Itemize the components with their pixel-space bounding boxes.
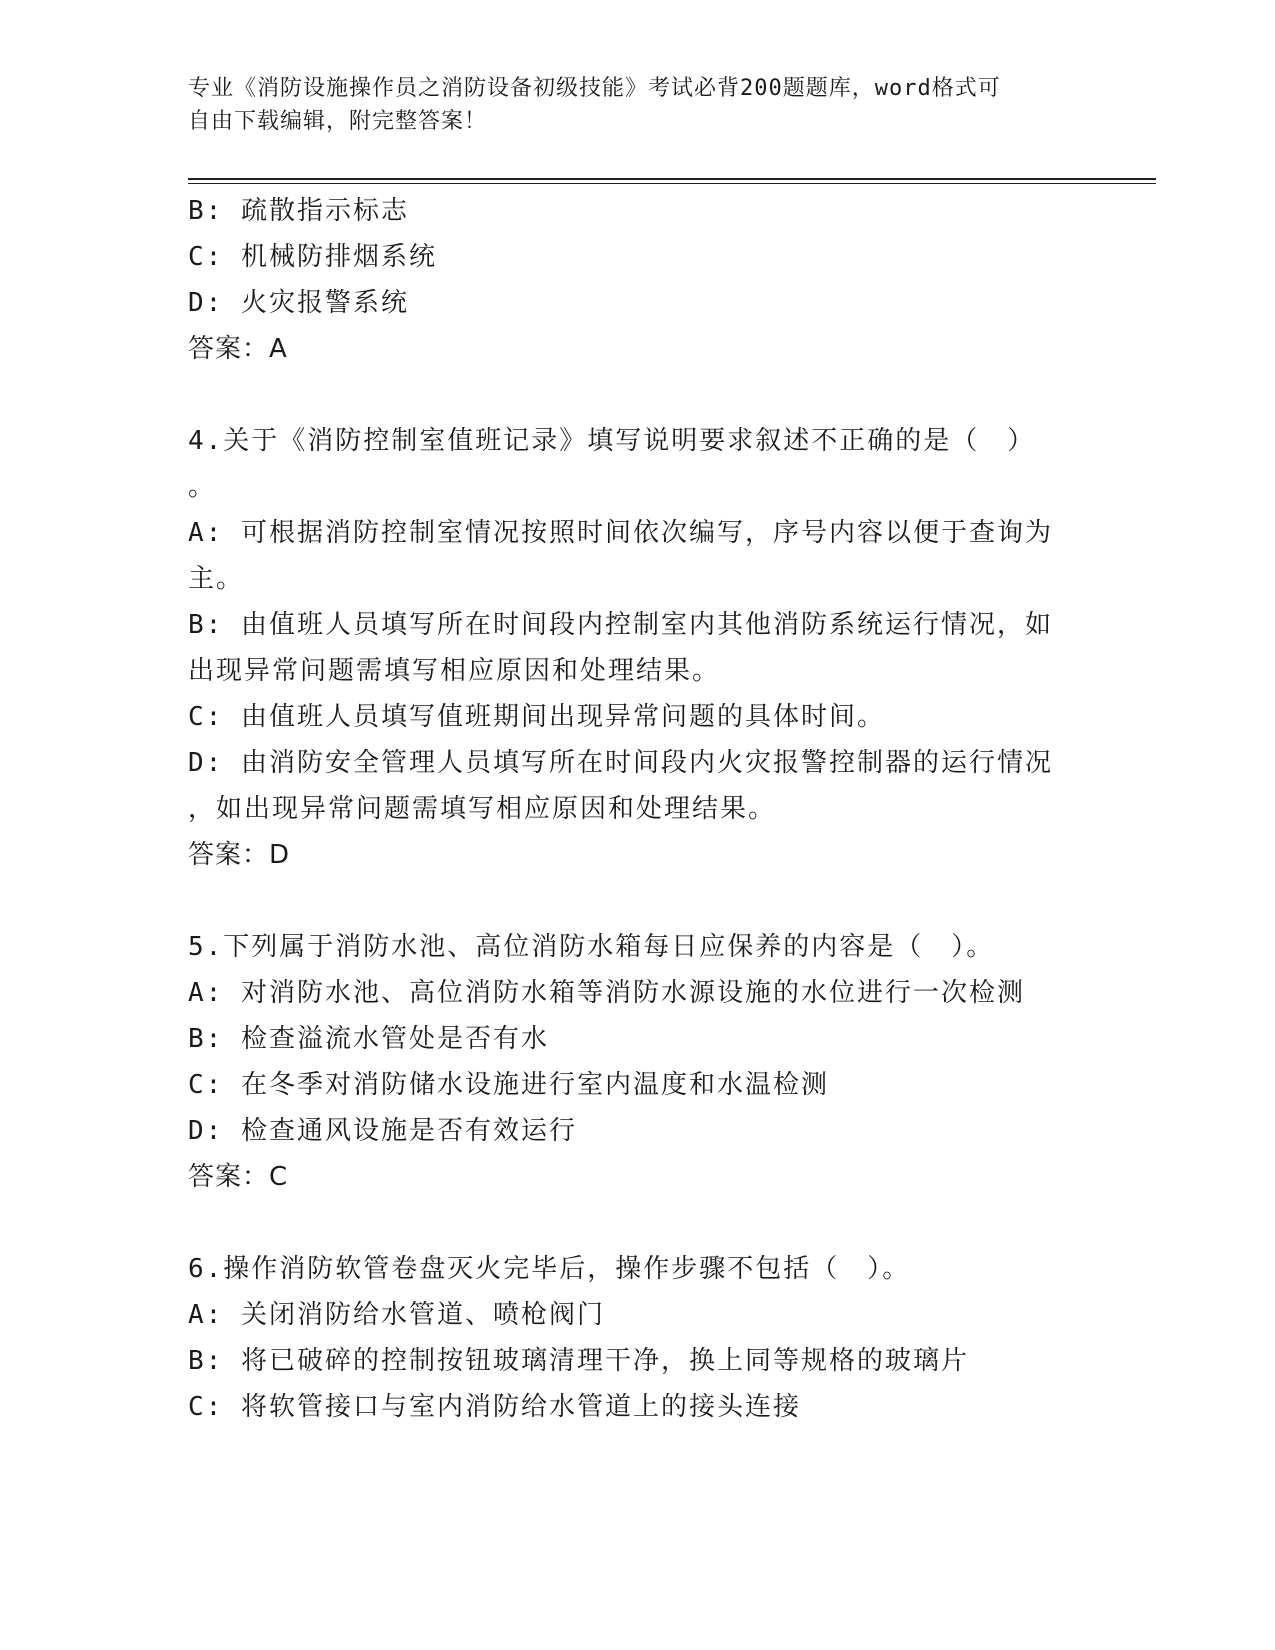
option-a: A: 对消防水池、高位消防水箱等消防水源设施的水位进行一次检测 — [188, 978, 1025, 1008]
question-3 — [188, 188, 1088, 372]
question-list — [188, 188, 1088, 1430]
answer: 答案：A — [188, 334, 288, 364]
question-stem-continued: 。 — [188, 472, 217, 502]
option-a: A: 关闭消防给水管道、喷枪阀门 — [188, 1300, 605, 1330]
option-b-continued: 出现异常问题需填写相应原因和处理结果。 — [188, 656, 721, 686]
question-5 — [188, 924, 1088, 1200]
option-c: C: 在冬季对消防储水设施进行室内温度和水温检测 — [188, 1070, 829, 1100]
spacer — [188, 1200, 1088, 1246]
option-b: B: 疏散指示标志 — [188, 196, 409, 226]
option-c: C: 将软管接口与室内消防给水管道上的接头连接 — [188, 1392, 801, 1422]
header-line-2: 自由下载编辑，附完整答案！ — [188, 109, 488, 134]
document-header — [188, 72, 1068, 138]
option-b: B: 由值班人员填写所在时间段内控制室内其他消防系统运行情况，如 — [188, 610, 1053, 640]
question-stem: 4.关于《消防控制室值班记录》填写说明要求叙述不正确的是（ ） — [188, 426, 1036, 456]
question-stem: 6.操作消防软管卷盘灭火完毕后，操作步骤不包括（ ）。 — [188, 1254, 911, 1284]
option-c: C: 由值班人员填写值班期间出现异常问题的具体时间。 — [188, 702, 885, 732]
header-rule-thin — [188, 183, 1156, 184]
option-d: D: 火灾报警系统 — [188, 288, 409, 318]
answer: 答案：C — [188, 1162, 289, 1192]
header-line-1: 专业《消防设施操作员之消防设备初级技能》考试必背200题题库，word格式可 — [188, 76, 1001, 101]
spacer — [188, 878, 1088, 924]
answer: 答案：D — [188, 840, 291, 870]
option-d: D: 由消防安全管理人员填写所在时间段内火灾报警控制器的运行情况 — [188, 748, 1053, 778]
option-b: B: 检查溢流水管处是否有水 — [188, 1024, 549, 1054]
header-rule-thick — [188, 178, 1156, 180]
option-b: B: 将已破碎的控制按钮玻璃清理干净，换上同等规格的玻璃片 — [188, 1346, 969, 1376]
option-d: D: 检查通风设施是否有效运行 — [188, 1116, 577, 1146]
option-a: A: 可根据消防控制室情况按照时间依次编写，序号内容以便于查询为 — [188, 518, 1053, 548]
question-stem: 5.下列属于消防水池、高位消防水箱每日应保养的内容是（ ）。 — [188, 932, 995, 962]
question-6 — [188, 1246, 1088, 1430]
question-4 — [188, 418, 1088, 878]
option-a-continued: 主。 — [188, 564, 245, 594]
option-d-continued: ，如出现异常问题需填写相应原因和处理结果。 — [188, 794, 777, 824]
spacer — [188, 372, 1088, 418]
option-c: C: 机械防排烟系统 — [188, 242, 437, 272]
